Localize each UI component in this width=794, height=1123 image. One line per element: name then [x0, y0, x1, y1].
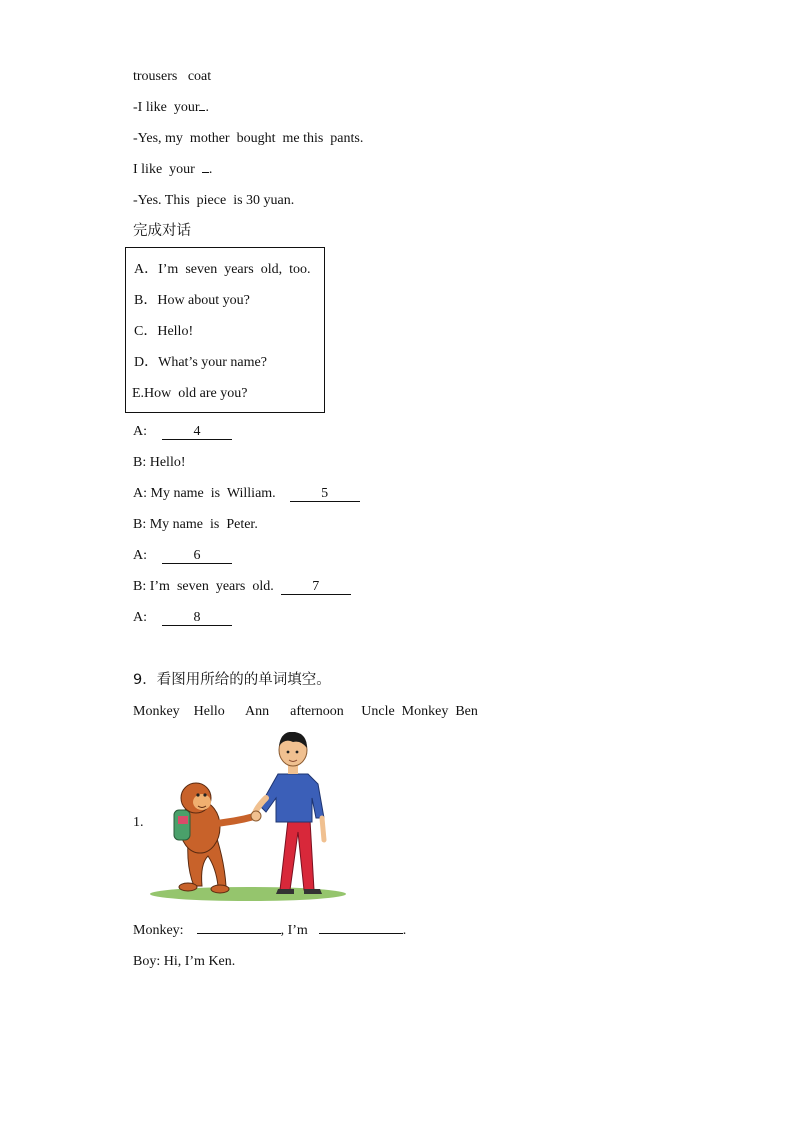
answer-blank-5[interactable]: 5 — [290, 486, 360, 502]
boy-line: Boy: Hi, I’m Ken. — [133, 954, 236, 969]
speaker-text: Monkey: — [133, 923, 191, 938]
boy-figure — [254, 732, 324, 894]
speaker-text: A: — [133, 610, 154, 625]
answer-blank-name[interactable] — [319, 933, 403, 934]
answer-blank-greeting[interactable] — [197, 933, 281, 934]
option-e: E.How old are you? — [132, 386, 248, 401]
answer-blank[interactable] — [202, 172, 209, 173]
backpack-shape — [174, 810, 190, 840]
dialogue-line-2: -Yes, my mother bought me this pants. — [133, 131, 364, 146]
dialogue-row — [133, 609, 232, 627]
dialogue-row: B: My name is Peter. — [133, 517, 258, 532]
word-bank-clothes: trousers coat — [133, 69, 212, 84]
speaker-text: A: — [133, 424, 154, 439]
speaker-text: A: — [133, 548, 154, 563]
dialogue-line-3 — [133, 161, 212, 179]
word-bank-greetings: Monkey Hello Ann afternoon Uncle Monkey Ben — [133, 704, 478, 719]
line-text: , I’m — [280, 923, 315, 938]
answer-blank-4[interactable]: 4 — [162, 424, 232, 440]
dialogue-line-1 — [133, 99, 209, 117]
line-text: I like your — [133, 162, 202, 177]
punct: . — [205, 100, 209, 115]
punct: . — [208, 162, 213, 177]
speaker-text: A: My name is William. — [133, 486, 290, 501]
speaker-text: B: I’m seven years old. — [133, 579, 281, 594]
monkey-shaking-hands-illustration — [148, 732, 348, 904]
options-box — [125, 247, 325, 413]
option-d: D．What’s your name? — [134, 355, 267, 370]
dialogue-row — [133, 578, 351, 596]
answer-blank-8[interactable]: 8 — [162, 610, 232, 626]
answer-blank-6[interactable]: 6 — [162, 548, 232, 564]
option-b: B．How about you? — [134, 293, 250, 308]
dialogue-line-4: -Yes. This piece is 30 yuan. — [133, 193, 295, 208]
option-a: A．I’m seven years old, too. — [134, 262, 311, 277]
option-c: C．Hello! — [134, 324, 194, 339]
punct: . — [402, 923, 407, 938]
dialogue-row: B: Hello! — [133, 455, 186, 470]
monkey-line — [133, 922, 406, 940]
monkey-figure — [174, 783, 256, 893]
dialogue-row — [133, 423, 232, 441]
dialogue-row — [133, 485, 360, 503]
line-text: -I like your — [133, 100, 200, 115]
question-9-heading: 9．看图用所给的的单词填空。 — [133, 672, 331, 688]
dialogue-row — [133, 547, 232, 565]
item-number: 1. — [133, 815, 144, 830]
section-heading: 完成对话 — [133, 223, 191, 239]
answer-blank-7[interactable]: 7 — [281, 579, 351, 595]
